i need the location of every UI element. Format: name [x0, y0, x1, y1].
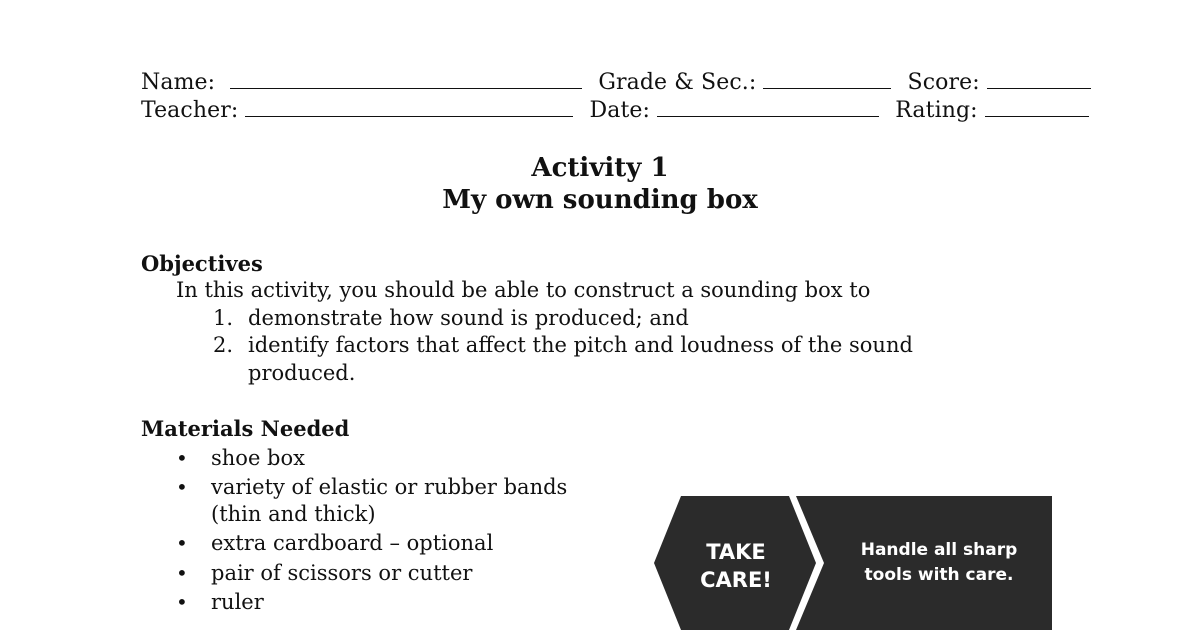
material-item: extra cardboard – optional [211, 531, 494, 555]
activity-number: Activity 1 [531, 153, 669, 183]
objective-item: identify factors that affect the pitch and loudness of the sound [248, 333, 913, 357]
materials-heading: Materials Needed [141, 416, 350, 441]
take-care-callout [654, 496, 1052, 630]
take-care-message [834, 538, 1044, 588]
bullet-icon: • [176, 590, 188, 614]
teacher-label: Teacher: [141, 98, 239, 123]
material-item: variety of elastic or rubber bands [211, 475, 568, 499]
teacher-blank [245, 98, 573, 117]
material-item: pair of scissors or cutter [211, 561, 473, 585]
message-line-2: tools with care. [864, 565, 1014, 585]
bullet-icon: • [176, 561, 188, 585]
objective-item-continued: produced. [248, 361, 356, 385]
bullet-icon: • [176, 446, 188, 470]
header-row-2 [141, 98, 1089, 123]
bullet-icon: • [176, 475, 188, 499]
grade-blank [763, 70, 891, 89]
name-label: Name: [141, 70, 216, 95]
rating-label: Rating: [895, 98, 978, 123]
date-blank [657, 98, 879, 117]
take-care-badge-text [674, 538, 798, 594]
material-item: ruler [211, 590, 264, 614]
score-label: Score: [907, 70, 980, 95]
message-line-1: Handle all sharp [860, 540, 1018, 560]
objective-number: 1. [213, 306, 234, 330]
activity-title: My own sounding box [442, 185, 758, 215]
rating-blank [985, 98, 1089, 117]
material-item: shoe box [211, 446, 305, 470]
bullet-icon: • [176, 531, 188, 555]
name-blank [230, 70, 582, 89]
objectives-intro: In this activity, you should be able to construct a sounding box to [176, 278, 871, 302]
badge-line-1: TAKE [706, 540, 766, 564]
badge-line-2: CARE! [700, 568, 772, 592]
material-item-continued: (thin and thick) [211, 502, 376, 526]
header-row-1 [141, 70, 1091, 95]
date-label: Date: [589, 98, 651, 123]
objective-number: 2. [213, 333, 234, 357]
objective-item: demonstrate how sound is produced; and [248, 306, 689, 330]
score-blank [987, 70, 1091, 89]
objectives-heading: Objectives [141, 251, 263, 276]
grade-label: Grade & Sec.: [598, 70, 757, 95]
